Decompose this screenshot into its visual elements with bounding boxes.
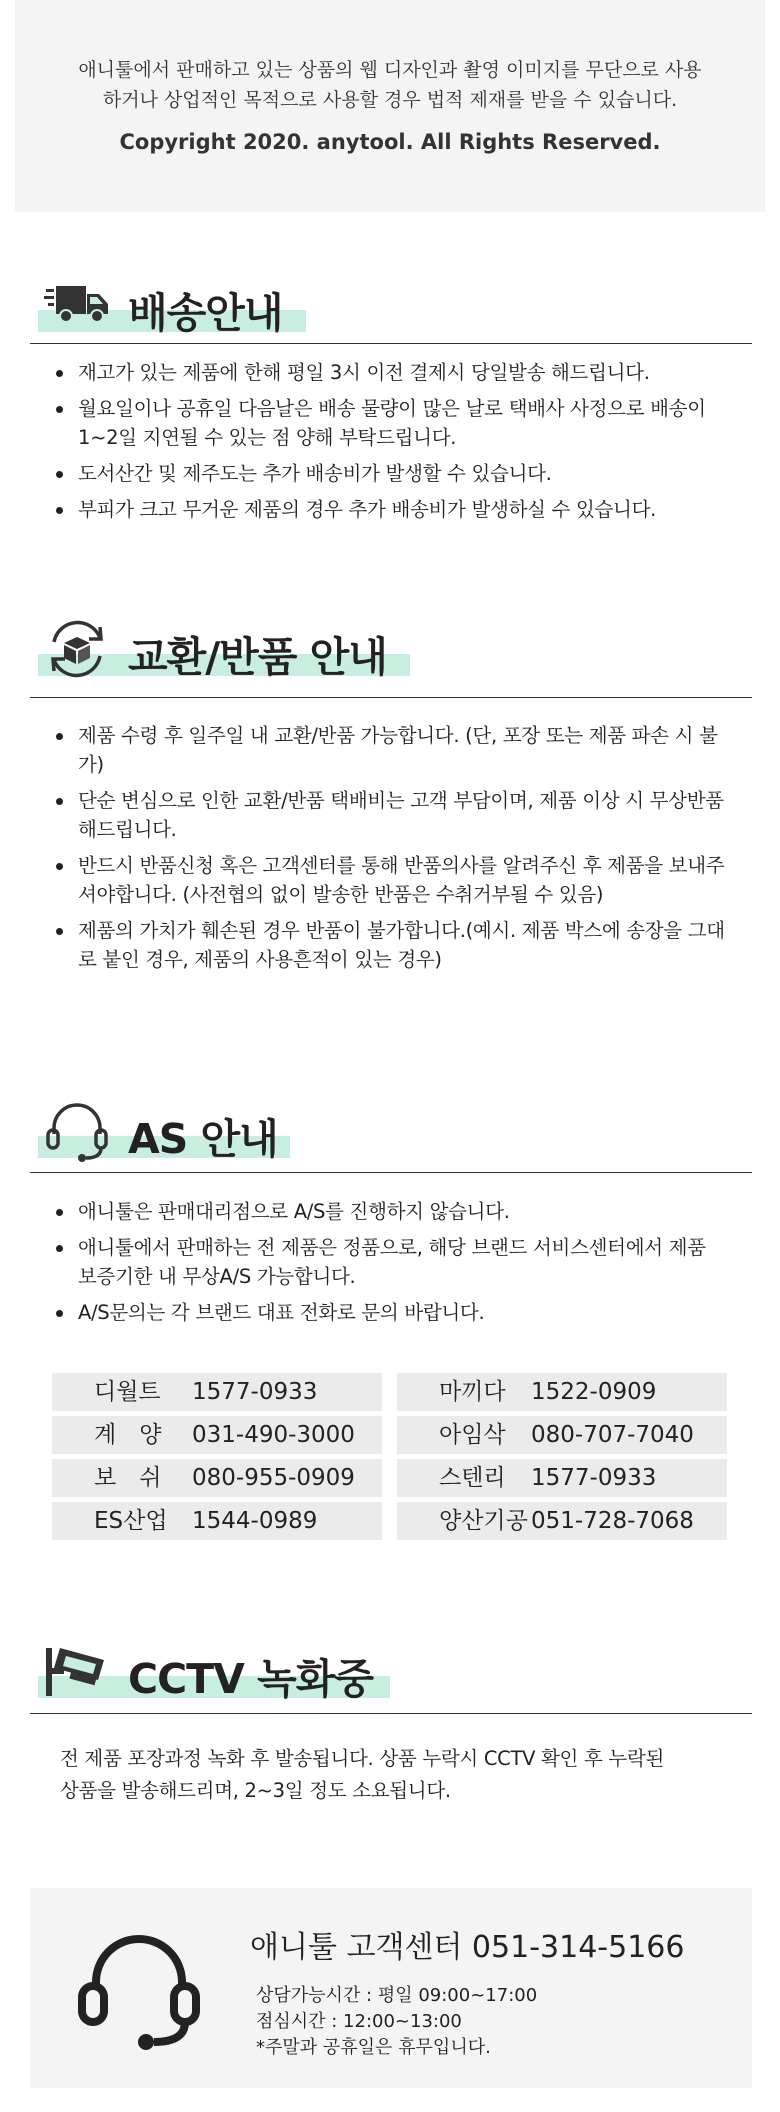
as-divider	[30, 1172, 752, 1173]
brand-name: 디월트	[94, 1379, 161, 1405]
brand-phone: 080-955-0909	[192, 1465, 355, 1491]
cctv-description	[60, 1743, 730, 1807]
brand-contact	[52, 1502, 382, 1540]
brand-phone: 1577-0933	[531, 1465, 657, 1491]
brand-phone: 1577-0933	[192, 1379, 318, 1405]
list-item: 제품의 가치가 훼손된 경우 반품이 불가합니다.(예시. 제품 박스에 송장을 그대로 붙인 경우, 제품의 사용흔적이 있는 경우)	[56, 916, 726, 974]
customer-center-panel	[30, 1888, 752, 2088]
headset-icon	[44, 1100, 110, 1162]
brand-name: 아임삭	[439, 1422, 506, 1448]
list-item: 단순 변심으로 인한 교환/반품 택배비는 고객 부담이며, 제품 이상 시 무상반품해드립니다.	[56, 786, 726, 844]
shipping-list	[56, 358, 726, 531]
list-item: 월요일이나 공휴일 다음날은 배송 물량이 많은 날로 택배사 사정으로 배송이 1~2일 지연될 수 있는 점 양해 부탁드립니다.	[56, 394, 726, 452]
list-item: 제품 수령 후 일주일 내 교환/반품 가능합니다. (단, 포장 또는 제품 파손 시 불가)	[56, 721, 726, 779]
table-row	[52, 1502, 727, 1540]
list-item: 재고가 있는 제품에 한해 평일 3시 이전 결제시 당일발송 해드립니다.	[56, 358, 726, 387]
holiday-notice: *주말과 공휴일은 휴무입니다.	[256, 2037, 491, 2058]
brand-name: 양산기공	[439, 1508, 528, 1534]
list-item: 반드시 반품신청 혹은 고객센터를 통해 반품의사를 알려주신 후 제품을 보내주셔야합니다. (사전협의 없이 발송한 반품은 수취거부될 수 있음)	[56, 851, 726, 909]
brand-name: ES산업	[94, 1508, 168, 1534]
truck-icon	[44, 274, 110, 336]
brand-contact	[52, 1459, 382, 1497]
cctv-camera-icon	[44, 1640, 110, 1702]
cctv-divider	[30, 1713, 752, 1714]
brand-contact	[397, 1416, 727, 1454]
cctv-title: CCTV 녹화중	[128, 1655, 373, 1703]
headset-icon	[74, 1930, 204, 2050]
table-row	[52, 1373, 727, 1411]
lunch-hours: 점심시간 : 12:00~13:00	[256, 2011, 462, 2032]
notice-line-1: 애니툴에서 판매하고 있는 상품의 웹 디자인과 촬영 이미지를 무단으로 사용	[78, 59, 702, 81]
list-item: A/S문의는 각 브랜드 대표 전화로 문의 바랍니다.	[56, 1298, 726, 1327]
brand-phone: 1522-0909	[531, 1379, 657, 1405]
copyright-text: Copyright 2020. anytool. All Rights Reserved.	[119, 130, 661, 154]
list-item: 도서산간 및 제주도는 추가 배송비가 발생할 수 있습니다.	[56, 459, 726, 488]
brand-contact	[52, 1373, 382, 1411]
box-exchange-icon	[44, 618, 110, 680]
cctv-line-1: 전 제품 포장과정 녹화 후 발송됩니다. 상품 누락시 CCTV 확인 후 누락된	[60, 1747, 665, 1770]
table-row	[52, 1416, 727, 1454]
brand-phone: 051-728-7068	[531, 1508, 694, 1534]
table-row	[52, 1459, 727, 1497]
list-item: 부피가 크고 무거운 제품의 경우 추가 배송비가 발생하실 수 있습니다.	[56, 495, 726, 524]
consultation-hours: 상담가능시간 : 평일 09:00~17:00	[256, 1985, 538, 2006]
shipping-divider	[30, 343, 752, 344]
brand-name: 계 양	[94, 1422, 162, 1448]
as-title: AS 안내	[128, 1115, 278, 1163]
brand-name: 보 쉬	[94, 1465, 162, 1491]
notice-line-2: 하거나 상업적인 목적으로 사용할 경우 법적 제재를 받을 수 있습니다.	[102, 89, 678, 111]
brand-phone: 031-490-3000	[192, 1422, 355, 1448]
brand-contact	[397, 1373, 727, 1411]
exchange-title: 교환/반품 안내	[128, 633, 387, 681]
list-item: 애니툴은 판매대리점으로 A/S를 진행하지 않습니다.	[56, 1197, 726, 1226]
as-list	[56, 1197, 726, 1334]
brand-contact	[52, 1416, 382, 1454]
shipping-title: 배송안내	[128, 289, 283, 337]
customer-center-title: 애니툴 고객센터 051-314-5166	[250, 1930, 685, 1965]
list-item: 애니툴에서 판매하는 전 제품은 정품으로, 해당 브랜드 서비스센터에서 제품 보증기한 내 무상A/S 가능합니다.	[56, 1233, 726, 1291]
cctv-line-2: 상품을 발송해드리며, 2~3일 정도 소요됩니다.	[60, 1779, 451, 1802]
brand-contact	[397, 1459, 727, 1497]
copyright-notice	[15, 0, 765, 212]
brand-name: 마끼다	[439, 1379, 506, 1405]
brand-phone: 1544-0989	[192, 1508, 318, 1534]
exchange-divider	[30, 697, 752, 698]
exchange-list	[56, 721, 726, 981]
brand-contact	[397, 1502, 727, 1540]
brand-phone: 080-707-7040	[531, 1422, 694, 1448]
brand-name: 스텐리	[439, 1465, 506, 1491]
